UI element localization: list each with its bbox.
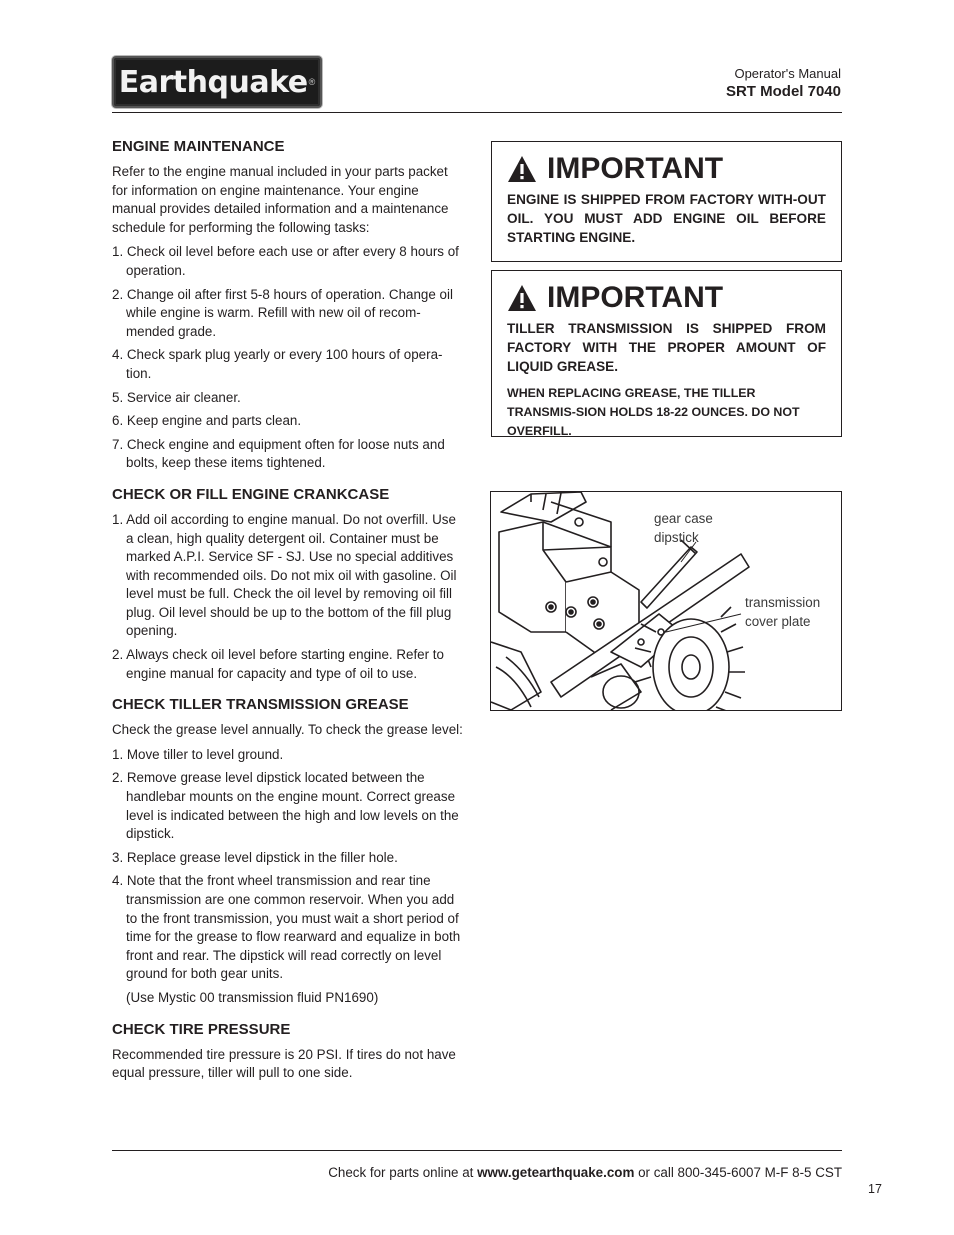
section-text: Recommended tire pressure is 20 PSI. If tires do not have equal pressure, tiller will pull to one side. [112,1046,456,1081]
list-item: 2. Change oil after first 5-8 hours of operation. Change oil while engine is warm. Refill with new oil of recom-mended grade. [112,286,453,339]
maintenance-list [112,243,464,473]
important-title-row [507,281,826,315]
footer-contact [328,1164,842,1182]
section-transmission-grease [112,695,464,1007]
footer-suffix: or call 800-345-6007 M-F 8-5 CST [634,1165,842,1180]
section-heading: ENGINE MAINTENANCE [112,138,285,155]
logo-text: Earthquake [118,64,308,100]
footer-prefix: Check for parts online at [328,1165,478,1180]
header-info [726,66,841,102]
section-intro: Check the grease level annually. To check the grease level: [112,722,463,738]
section-engine-maintenance [112,137,464,473]
header-divider [112,112,842,113]
section-heading: CHECK TILLER TRANSMISSION GREASE [112,696,409,714]
section-heading: CHECK TIRE PRESSURE [112,1020,291,1038]
callout-line: transmission [745,595,821,610]
callout-line: cover plate [745,614,811,629]
list-item: 2. Always check oil level before starting engine. Refer to engine manual for capacity and type of oil to use. [112,647,444,681]
list-item: 7. Check engine and equipment often for loose nuts and bolts, keep these items tightened. [112,436,445,471]
list-item: 4. Check spark plug yearly or every 100 hours of opera-tion. [112,347,443,381]
left-column [112,137,464,1095]
important-heading: IMPORTANT [547,281,724,314]
crankcase-list [112,511,464,683]
list-item: 4. Note that the front wheel transmission and rear tine transmission are one common reservoir. When you add to the front transmission, you must wait a short period of time for the grease to flow rearward and equalize in both front and rear. The dipstick will read correctly on level ground for both gear units. [112,873,461,982]
important-heading: IMPORTANT [547,152,724,185]
section-intro: Refer to the engine manual included in your parts packet for information on engine maintenance. Your engine manual provides detailed information and a maintenance schedule for performing the following tasks: [112,164,449,235]
warning-triangle-icon [507,284,537,312]
list-item: 3. Replace grease level dipstick in the filler hole. [112,849,398,865]
section-crankcase [112,485,464,683]
important-text: ENGINE IS SHIPPED FROM FACTORY WITH-OUT OIL. YOU MUST ADD ENGINE OIL BEFORE STARTING ENGINE. [507,192,826,245]
list-item: 1. Check oil level before each use or after every 8 hours of operation. [112,244,459,278]
important-box-2 [491,270,842,437]
earthquake-logo [112,56,322,108]
section-heading: CHECK OR FILL ENGINE CRANKCASE [112,485,390,503]
warning-triangle-icon [507,155,537,183]
important-title-row [507,152,826,186]
logo-registered-mark: ® [308,77,316,87]
manual-subtitle: Operator's Manual [734,66,841,81]
callout-line: dipstick [654,530,699,545]
fluid-note: (Use Mystic 00 transmission fluid PN1690) [126,989,379,1005]
callout-line: gear case [654,511,713,526]
footer-divider [112,1150,842,1151]
list-item: 2. Remove grease level dipstick located between the handlebar mounts on the engine mount. Correct grease level is indicated between the high and low levels on the dipstick. [112,770,459,842]
list-item: 5. Service air cleaner. [112,389,241,405]
list-item: 6. Keep engine and parts clean. [112,413,302,429]
callout-gear-case-dipstick [654,509,713,547]
important-box-1 [491,141,842,262]
list-item: 1. Add oil according to engine manual. Do not overfill. Use a clean, high quality detergent oil. Container must be marked A.P.I. Service SF - SJ. Use no special additives with recommended oils. Do not mix oil with gasoline. Oil level must be full. Check the oil level by removing oil fill plug. Oil level should be up to the bottom of the fill plug opening. [112,511,457,639]
important-text-secondary: WHEN REPLACING GREASE, THE TILLER TRANSMIS-SION HOLDS 18-22 OUNCES. DO NOT OVERFILL. [507,386,800,438]
callout-transmission-cover-plate [745,593,820,631]
section-tire-pressure [112,1020,464,1083]
list-item: 1. Move tiller to level ground. [112,746,284,762]
important-text: TILLER TRANSMISSION IS SHIPPED FROM FACTORY WITH THE PROPER AMOUNT OF LIQUID GREASE. [507,321,826,374]
page-number: 17 [868,1182,882,1196]
grease-list [112,746,464,984]
website-link[interactable]: www.getearthquake.com [477,1165,635,1180]
model-title: SRT Model 7040 [725,83,841,100]
